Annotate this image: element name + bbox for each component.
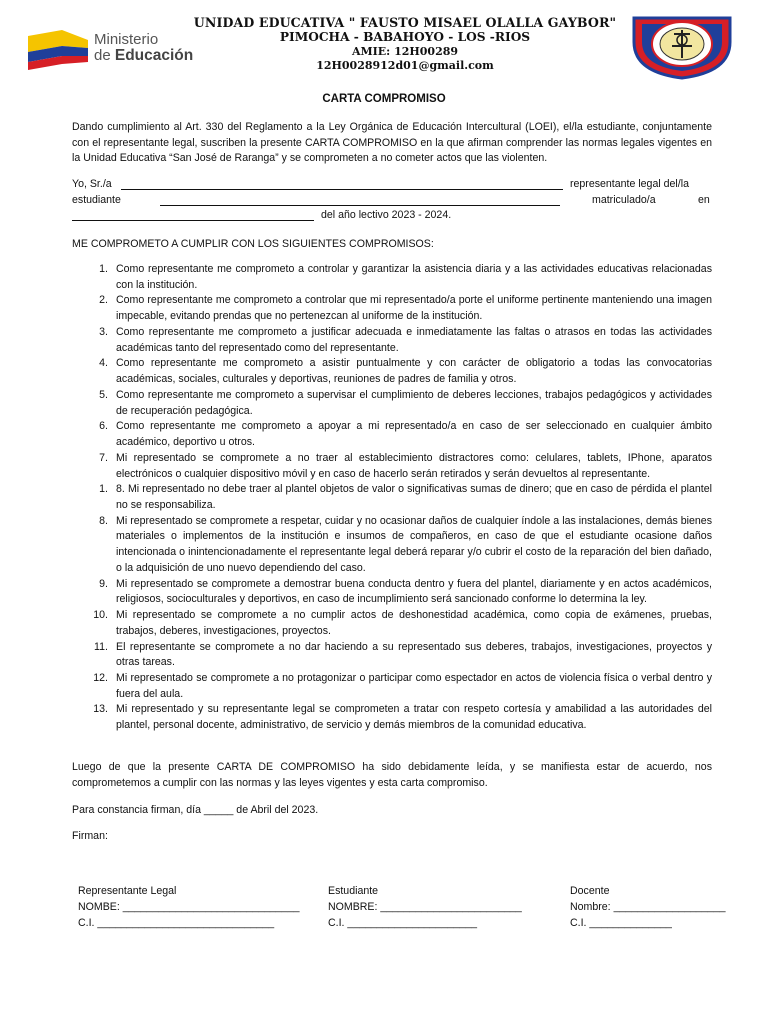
ministry-line2-bold: Educación	[114, 47, 194, 64]
signature-ci-line[interactable]: C.I. ______________	[570, 917, 672, 929]
ministry-line2-prefix: de	[94, 47, 115, 64]
school-location: PIMOCHA - BABAHOYO - LOS -RIOS	[279, 30, 531, 44]
commitment-text: El representante se compromete a no dar haciendo a su representado sus deberes, trabajos, investigaciones, proyectos y otras tareas.	[116, 640, 712, 669]
commitment-number: 3.	[99, 325, 108, 338]
commitment-item	[72, 482, 712, 513]
commitment-item	[72, 293, 712, 324]
commitment-text: Mi representado se compromete a no protagonizar o participar como espectador en actos de violencia física o verbal dentro y fuera del aula.	[116, 672, 712, 700]
commitment-item	[72, 702, 712, 733]
commitment-text: Mi representado se compromete a demostrar buena conducta dentro y fuera del plantel, diariamente y en actos académicos, religiosos, socioculturales y deportivos, en caso de incumplimiento será sancionado conforme lo determina la ley.	[116, 577, 712, 606]
signature-name-line[interactable]: NOMBRE: ________________________	[328, 901, 522, 913]
commitment-item	[72, 388, 712, 419]
commitment-text: 8. Mi representado no debe traer al plantel objetos de valor o significativas sumas de dinero; que en caso de pérdida el plantel no se responsabiliza.	[116, 483, 712, 511]
course-line[interactable]	[72, 208, 314, 221]
signature-teacher	[570, 883, 726, 931]
signature-role: Estudiante	[328, 885, 379, 897]
signature-representative	[78, 883, 300, 931]
commitment-text: Como representante me comprometo a apoyar a mi representado/a en caso de ser seleccionado en cualquier ámbito académico, deportivo u otros.	[116, 420, 712, 449]
commitment-item	[72, 640, 712, 671]
school-header	[190, 15, 620, 73]
commitment-text: Como representante me comprometo a supervisar el cumplimiento de deberes lecciones, trabajos pedagógicos y actividades de recuperación pedagógica.	[116, 388, 712, 417]
fill-matriculado-label: matriculado/a	[592, 193, 656, 206]
school-email: 12H0028912d01@gmail.com	[316, 59, 494, 72]
commitment-number: 6.	[99, 420, 108, 433]
signature-role: Representante Legal	[78, 885, 177, 897]
signature-student	[328, 883, 522, 931]
constancia-line: Para constancia firman, día _____ de Abril del 2023.	[72, 804, 319, 816]
commitment-text: Como representante me comprometo a controlar y garantizar la asistencia diaria y a las actividades educativas relacionadas con la institución.	[116, 263, 712, 291]
representative-fill-section	[72, 177, 712, 224]
page-title: CARTA COMPROMISO	[322, 93, 446, 105]
commitment-text: Como representante me comprometo a asistir puntualmente y con carácter de obligatorio a todas las convocatorias académicas, sociales, culturales y deportivas, reuniones de padres de familia y otros.	[116, 357, 712, 386]
commitment-number: 5.	[99, 388, 108, 401]
commitment-number: 12.	[93, 672, 108, 684]
commitment-item	[72, 577, 712, 608]
commitment-number: 1.	[99, 263, 108, 275]
signature-name-line[interactable]: Nombre: ___________________	[570, 901, 726, 913]
commitment-number: 7.	[99, 451, 108, 464]
fill-anio-label: del año lectivo 2023 - 2024.	[321, 209, 452, 222]
fill-representante-label: representante legal del/la	[570, 178, 689, 190]
ministry-line1: Ministerio	[94, 31, 159, 48]
commitment-text: Mi representado se compromete a respetar, cuidar y no ocasionar daños de cualquier índole a las instalaciones, demás bienes materiales o implementos de la institución e insumos de compañeros, en caso de que el estudiante ocasione daños intencionada o inintencionadamente el representante legal deberá reparar y/o cubrir el costo de la reparación del bien dañado, o la adquisición de uno nuevo dependiendo del caso.	[116, 514, 712, 574]
signature-name-line[interactable]: NOMBE: ______________________________	[78, 901, 300, 913]
commitment-text: Como representante me comprometo a justificar adecuada e inmediatamente las faltas o atrasos en todas las actividades académicas tanto del representado como del representante.	[116, 325, 712, 354]
commitment-number: 4.	[99, 357, 108, 370]
commitment-number: 9.	[99, 577, 108, 590]
commitment-number: 2.	[99, 294, 108, 307]
signature-ci-line[interactable]: C.I. ______________________________	[78, 917, 275, 929]
closing-paragraph: Luego de que la presente CARTA DE COMPROMISO ha sido debidamente leída, y se manifiesta estar de acuerdo, nos comprometemos a cumplir con las normas y las leyes vigentes y esta carta compromiso.	[72, 761, 712, 789]
commitment-text: Mi representado se compromete a no traer al establecimiento distractores como: celulares, tablets, IPhone, aparatos electrónicos o cualquier dispositivo móvil y en caso de hacerlo serán retirados y serán devueltos al representante.	[116, 451, 712, 480]
commitments-list	[72, 262, 712, 734]
intro-paragraph: Dando cumplimiento al Art. 330 del Reglamento a la Ley Orgánica de Educación Intercultural (LOEI), el/la estudiante, conjuntamente con el representante legal, suscriben la presente CARTA COMPROMISO en la que afirman comprender las normas legales vigentes en la Unidad Educativa “San José de Raranga” y se comprometen a no cometer actos que las violenten.	[72, 121, 712, 165]
school-amie: AMIE: 12H00289	[351, 45, 459, 58]
signature-ci-line[interactable]: C.I. ______________________	[328, 917, 478, 929]
commitment-text: Como representante me comprometo a controlar que mi representado/a porte el uniforme pertinente manteniendo una imagen impecable, evitando prendas que no pertenezcan al uniforme de la institución.	[116, 294, 712, 323]
commitment-item	[72, 356, 712, 387]
signature-role: Docente	[570, 885, 610, 897]
commitments-heading: ME COMPROMETO A CUMPLIR CON LOS SIGUIENTES COMPROMISOS:	[72, 238, 434, 250]
ministry-logo	[28, 22, 198, 80]
fill-estudiante-label: estudiante	[72, 193, 121, 206]
commitment-item	[72, 608, 712, 639]
commitment-text: Mi representado se compromete a no cumplir actos de deshonestidad académica, como copia de exámenes, pruebas, trabajos, deberes, investigaciones, proyectos.	[116, 609, 712, 637]
commitment-number: 10.	[93, 609, 108, 622]
commitment-item	[72, 671, 712, 702]
commitment-number: 8.	[99, 514, 108, 527]
firman-label: Firman:	[72, 830, 108, 842]
student-name-line[interactable]	[160, 193, 560, 206]
commitment-item	[72, 262, 712, 293]
commitment-text: Mi representado y su representante legal se comprometen a tratar con respeto cortesía y amabilidad a las autoridades del plantel, personal docente, administrativo, de servicio y demás miembros de la comunidad educativa.	[116, 703, 712, 732]
fill-yo-label: Yo, Sr./a	[72, 178, 112, 190]
commitment-number: 1.	[99, 483, 108, 496]
representative-name-line[interactable]	[121, 177, 563, 190]
ecuador-flag-icon	[28, 26, 92, 70]
commitment-item	[72, 451, 712, 482]
commitment-number: 11.	[94, 640, 108, 653]
commitment-number: 13.	[93, 703, 108, 716]
school-name: UNIDAD EDUCATIVA " FAUSTO MISAEL OLALLA GAYBOR"	[193, 15, 617, 30]
commitment-item	[72, 325, 712, 356]
commitment-item	[72, 514, 712, 576]
fill-en-label: en	[698, 193, 710, 206]
commitment-item	[72, 419, 712, 450]
school-seal-icon	[626, 12, 738, 80]
